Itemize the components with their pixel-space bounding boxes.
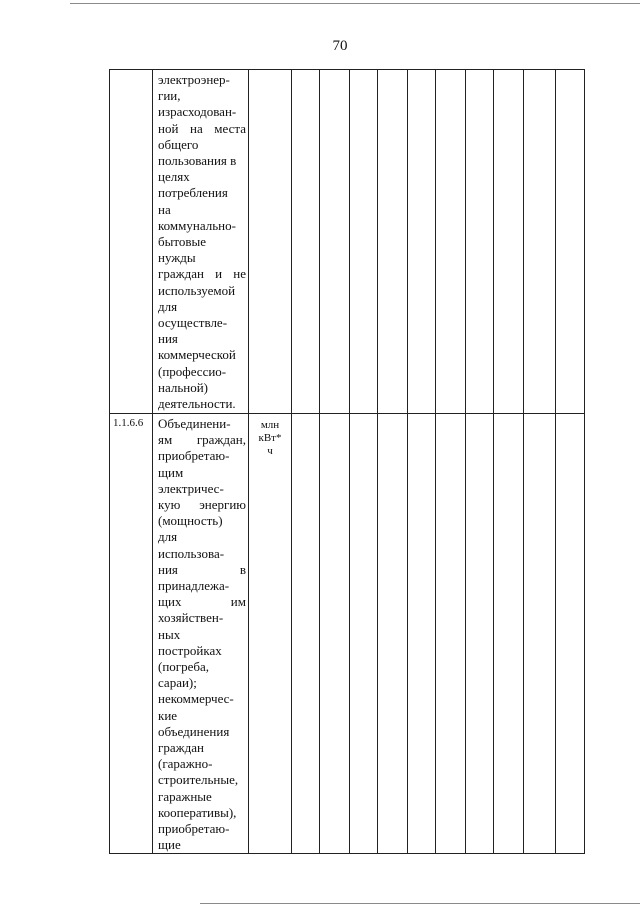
table-cell [436,414,466,854]
description-line: общего [158,136,199,152]
row-unit-cell [249,70,292,414]
table-cell [494,414,524,854]
description-line: бытовые [158,234,207,250]
description-line: некоммерчес- [158,691,234,707]
description-line: коммунально- [158,217,236,233]
table-cell [320,414,350,854]
description-line: деятельности. [158,396,236,412]
description-line: для [158,529,178,545]
page-number: 70 [332,38,348,54]
description-line: хозяйствен- [158,610,224,626]
description-line: сараи); [158,675,197,691]
scan-edge-bottom [200,903,640,904]
description-line: целях [158,169,190,185]
description-line: электроэнер- [158,72,230,87]
unit-line: ч [267,445,273,457]
description-line: ям граждан, [158,432,246,448]
description-line: кую энергию [158,497,246,513]
table-cell [292,70,320,414]
description-line: осуществле- [158,315,228,331]
description-line: кие [158,707,178,723]
table-cell [466,70,494,414]
description-line: постройках [158,642,222,658]
description-line: потребления [158,185,228,201]
description-line: коммерческой [158,347,236,363]
description-line: (мощность) [158,513,223,529]
description-line: (гаражно- [158,756,213,772]
description-line: строительные, [158,772,239,788]
description-line: приобретаю- [158,821,230,837]
description-line: приобретаю- [158,448,230,464]
description-line: принадлежа- [158,578,230,594]
description-line: для [158,298,178,314]
row-description-cell [153,70,249,414]
description-line: использова- [158,545,225,561]
description-line: израсходован- [158,104,237,120]
table-row [110,414,585,854]
data-table [109,69,585,854]
description-line: нужды [158,250,196,266]
table-cell [556,70,585,414]
table-cell [408,70,436,414]
table-cell [320,70,350,414]
table-cell [556,414,585,854]
table-cell [350,70,378,414]
row-unit-cell [249,414,292,854]
description-line: электричес- [158,480,224,496]
description-line: (погреба, [158,659,210,675]
description-line: пользования в [158,153,237,169]
table-cell [494,70,524,414]
table-cell [350,414,378,854]
description-line: гии, [158,88,181,104]
description-line: на [158,201,171,217]
table-cell [378,414,408,854]
table-cell [524,414,556,854]
description-line: объединения [158,723,230,739]
table-cell [292,414,320,854]
description-line: нальной) [158,379,209,395]
row-code-cell: 1.1.6.6 [110,414,153,854]
description-line: граждан и не [158,266,246,282]
description-line: используемой [158,282,236,298]
table-cell [436,70,466,414]
unit-line: млн [260,419,280,431]
table-cell [378,70,408,414]
description-line: щих им [158,594,246,610]
table-cell [524,70,556,414]
description-line: (профессио- [158,363,227,379]
row-code-cell [110,70,153,414]
description-line: щим [158,464,184,480]
description-line: гаражные [158,788,212,804]
row-description-cell [153,414,249,854]
description-line: ния в [158,561,246,577]
scan-edge-top [70,3,640,4]
description-line: ных [158,626,181,642]
description-line: Объединени- [158,416,231,431]
description-line: ной на места [158,120,246,136]
table-cell [466,414,494,854]
table-row [110,70,585,414]
unit-line: кВт* [258,432,282,444]
description-line: кооперативы), [158,804,237,820]
table-cell [408,414,436,854]
description-line: ния [158,331,178,347]
description-line: щие [158,837,181,853]
description-line: граждан [158,740,204,756]
